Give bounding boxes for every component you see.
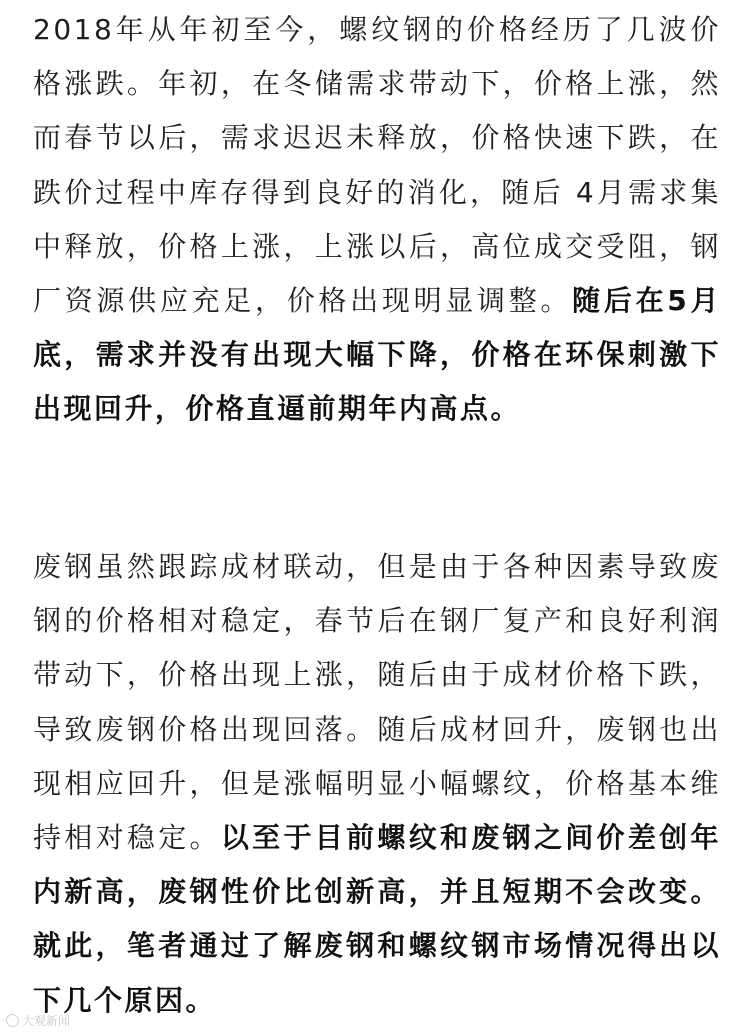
- paragraph-2-normal-text: 废钢虽然跟踪成材联动，但是由于各种因素导致废钢的价格相对稳定，春节后在钢厂复产和良好利润带动下，价格出现上涨，随后由于成材价格下跌，导致废钢价格出现回落。随后成材回升，废钢也出现相应回升，但是涨幅明显小幅螺纹，价格基本维持相对稳定。: [33, 550, 721, 855]
- paragraph-rebar-price-trend: [33, 3, 721, 437]
- paragraph-scrap-steel-trend: [33, 540, 721, 1028]
- paragraph-1-bold-text: 随后在5月底，需求并没有出现大幅下降，价格在环保刺激下出现回升，价格直逼前期年内高点。: [33, 284, 721, 426]
- paragraph-2-bold-text: 以至于目前螺纹和废钢之间价差创年内新高，废钢性价比创新高，并且短期不会改变。就此，笔者通过了解废钢和螺纹钢市场情况得出以下几个原因。: [33, 821, 721, 1017]
- watermark: [6, 1012, 70, 1029]
- watermark-text: 大观新闻: [22, 1014, 71, 1028]
- circle-logo-icon: [6, 1014, 19, 1027]
- paragraph-1-normal-text: 2018年从年初至今，螺纹钢的价格经历了几波价格涨跌。年初，在冬储需求带动下，价格上涨，然而春节以后，需求迟迟未释放，价格快速下跌，在跌价过程中库存得到良好的消化，随后 4月需求集中释放，价格上涨，上涨以后，高位成交受阻，钢厂资源供应充足，价格出现明显调整。: [33, 13, 721, 318]
